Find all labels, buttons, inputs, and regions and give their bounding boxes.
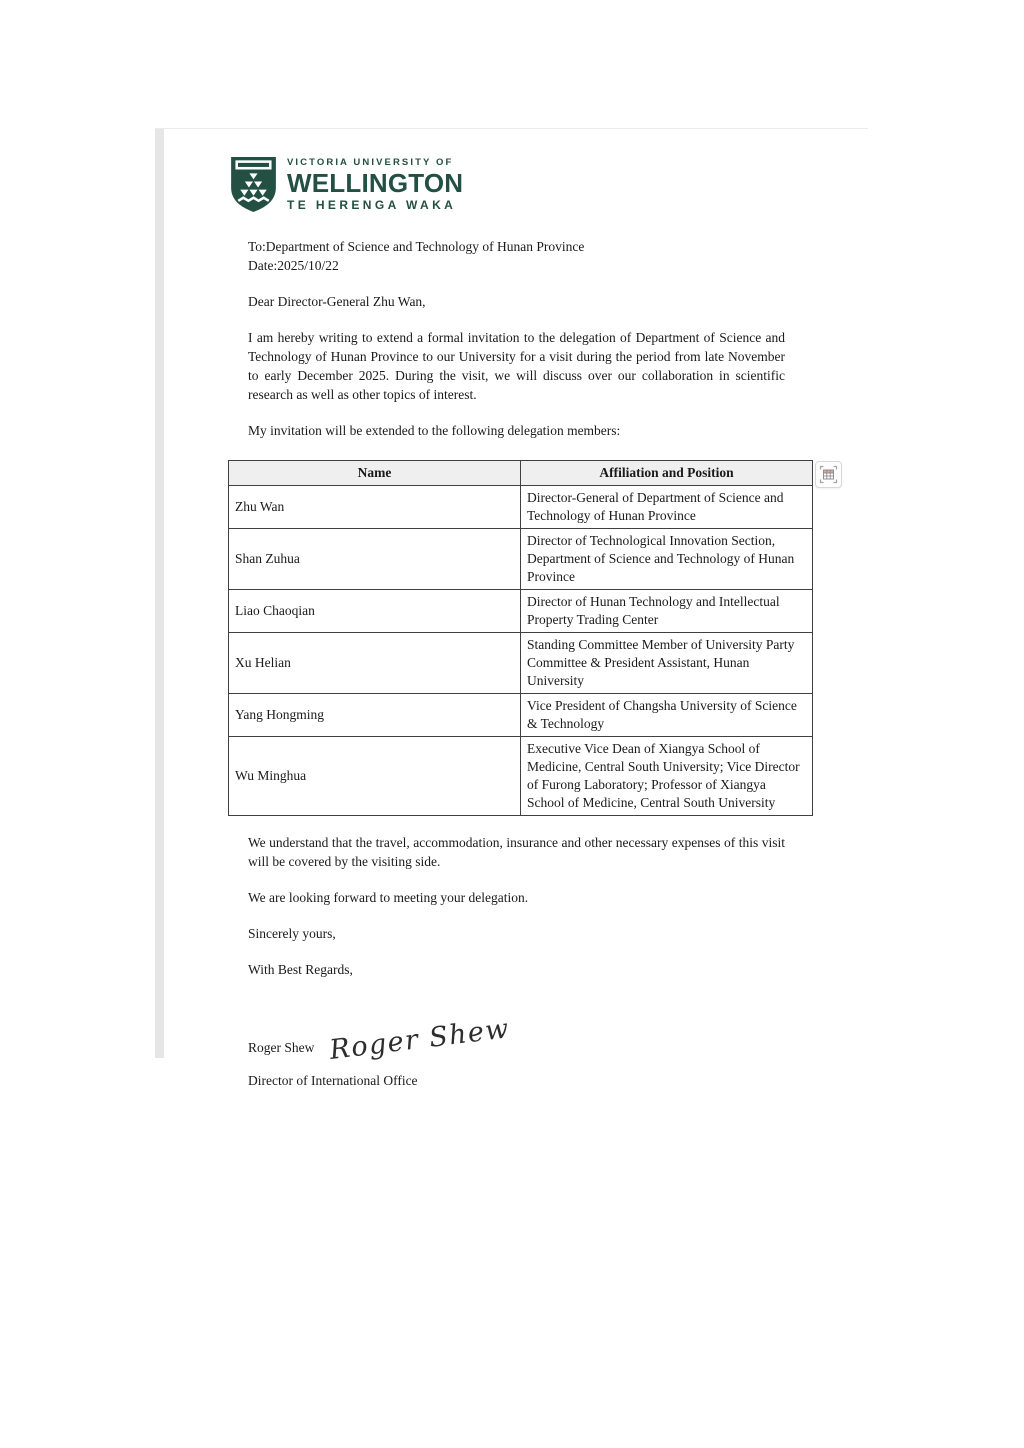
member-affiliation: Director-General of Department of Science and Technology of Hunan Province — [521, 486, 813, 529]
table-row — [229, 590, 813, 633]
letter-body — [228, 237, 813, 1090]
member-affiliation: Director of Technological Innovation Section, Department of Science and Technology of Hunan Province — [521, 529, 813, 590]
paragraph-looking-forward: We are looking forward to meeting your delegation. — [248, 890, 529, 905]
signature-block — [248, 1009, 785, 1066]
date-line: Date:2025/10/22 — [248, 258, 339, 273]
page-left-edge — [155, 128, 164, 1058]
header-name: Name — [229, 461, 521, 486]
signer-title: Director of International Office — [248, 1073, 418, 1088]
letter-page — [164, 129, 868, 1130]
table-select-icon — [819, 465, 838, 484]
logo-line1: VICTORIA UNIVERSITY OF — [287, 156, 454, 168]
university-crest-icon — [228, 155, 279, 213]
member-name: Shan Zuhua — [229, 529, 521, 590]
table-row — [229, 633, 813, 694]
table-row — [229, 694, 813, 737]
member-affiliation: Executive Vice Dean of Xiangya School of Medicine, Central South University; Vice Director of Furong Laboratory; Professor of Xiangya School of Medicine, Central South University — [521, 737, 813, 816]
member-affiliation: Vice President of Changsha University of Science & Technology — [521, 694, 813, 737]
member-affiliation: Standing Committee Member of University Party Committee & President Assistant, Hunan University — [521, 633, 813, 694]
logo-line3: TE HERENGA WAKA — [287, 197, 457, 212]
closing-regards: With Best Regards, — [248, 962, 353, 977]
table-select-button[interactable] — [815, 461, 842, 488]
university-logo — [228, 155, 813, 213]
member-name: Zhu Wan — [229, 486, 521, 529]
table-row — [229, 486, 813, 529]
logo-line2: WELLINGTON — [287, 167, 464, 198]
to-line: To:Department of Science and Technology of Hunan Province — [248, 239, 585, 254]
member-name: Wu Minghua — [229, 737, 521, 816]
closing-sincerely: Sincerely yours, — [248, 926, 336, 941]
header-affiliation: Affiliation and Position — [521, 461, 813, 486]
signer-name: Roger Shew — [248, 1040, 315, 1055]
paragraph-expenses: We understand that the travel, accommodation, insurance and other necessary expenses of this visit will be covered by the visiting side. — [248, 835, 785, 869]
paragraph-invitation: I am hereby writing to extend a formal invitation to the delegation of Department of Science and Technology of Hunan Province to our University for a visit during the period from late November to early December 2025. During the visit, we will discuss over our collaboration in scientific research as well as other topics of interest. — [248, 330, 785, 402]
handwritten-signature: Roger Shew — [328, 1013, 512, 1066]
member-name: Yang Hongming — [229, 694, 521, 737]
table-row — [229, 737, 813, 816]
member-name: Xu Helian — [229, 633, 521, 694]
member-name: Liao Chaoqian — [229, 590, 521, 633]
paragraph-members-intro: My invitation will be extended to the following delegation members: — [248, 423, 621, 438]
member-affiliation: Director of Hunan Technology and Intellectual Property Trading Center — [521, 590, 813, 633]
table-header-row — [229, 461, 813, 486]
salutation: Dear Director-General Zhu Wan, — [248, 294, 426, 309]
table-row — [229, 529, 813, 590]
delegation-table — [228, 460, 813, 816]
